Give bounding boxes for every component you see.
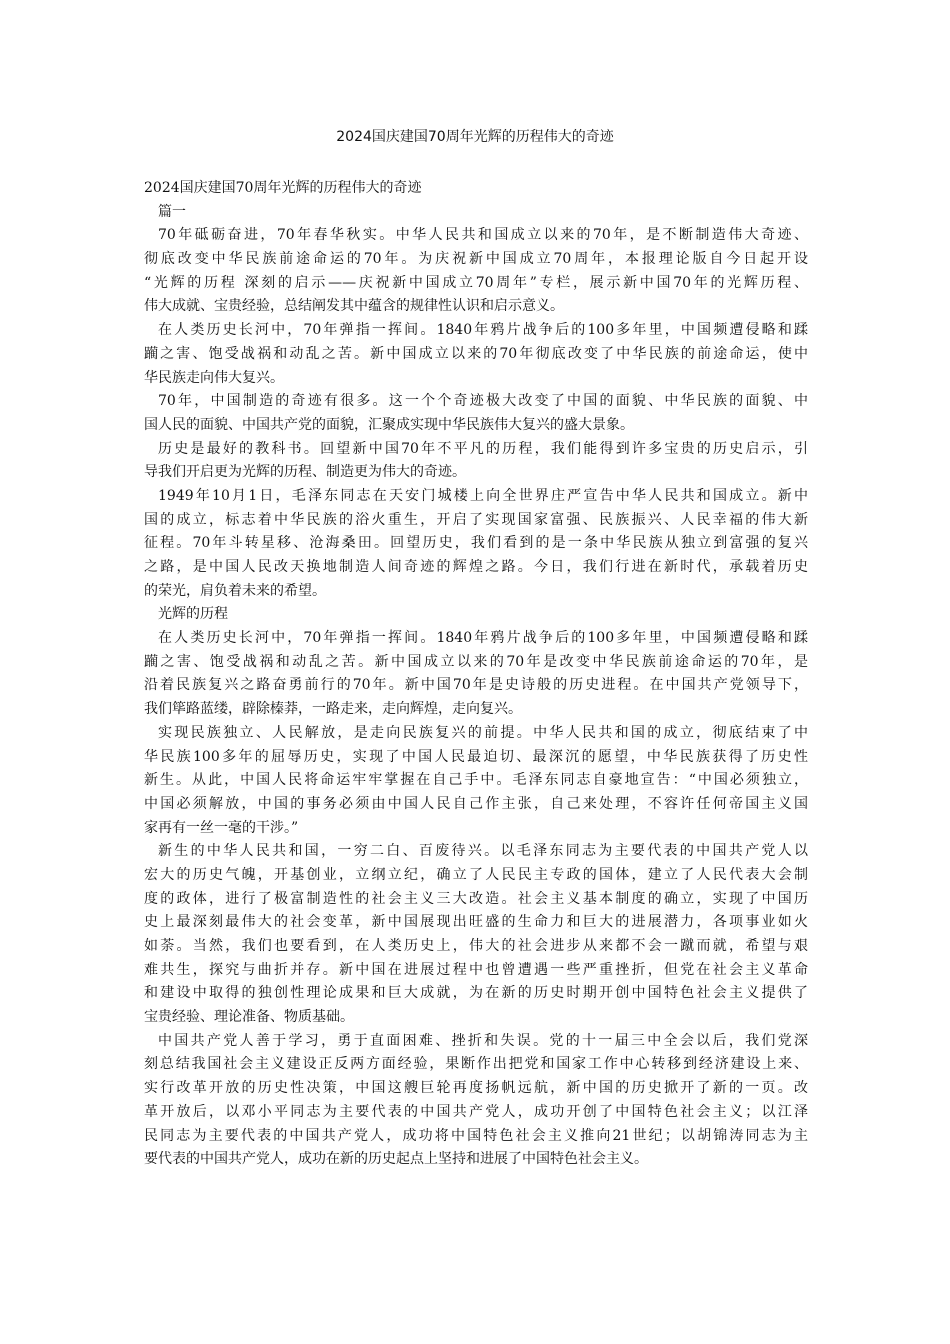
text-line: 要代表的中国共产党人，成功在新的历史起点上坚持和进展了中国特色社会主义。 bbox=[144, 1151, 648, 1168]
text-line: 革开放后，以邓小平同志为主要代表的中国共产党人，成功开创了中国特色社会主义；以江泽 bbox=[144, 1103, 808, 1120]
text-line: 在人类历史长河中，70年弹指一挥间。1840年鸦片战争后的100多年里，中国频遭侵略和蹂 bbox=[158, 630, 808, 647]
text-line: 躏之害、饱受战祸和动乱之苦。新中国成立以来的70年是改变中华民族前途命运的70年，是 bbox=[144, 653, 808, 670]
text-line: 中国共产党人善于学习，勇于直面困难、挫折和失误。党的十一届三中全会以后，我们党深 bbox=[158, 1032, 808, 1049]
text-line: 刻总结我国社会主义建设正反两方面经验，果断作出把党和国家工作中心转移到经济建设上来、 bbox=[144, 1056, 808, 1073]
text-line: 2024国庆建国70周年光辉的历程伟大的奇迹 bbox=[144, 180, 422, 196]
text-line: 华民族100多年的屈辱历史，实现了中国人民最迫切、最深沉的愿望，中华民族获得了历史性 bbox=[144, 748, 808, 765]
text-line: 史上最深刻最伟大的社会变革，新中国展现出旺盛的生命力和巨大的进展潜力，各项事业如火 bbox=[144, 914, 808, 931]
text-line: 新生的中华人民共和国，一穷二白、百废待兴。以毛泽东同志为主要代表的中国共产党人以 bbox=[158, 843, 808, 860]
text-line: 我们筚路蓝缕，辟除榛莽，一路走来，走向辉煌，走向复兴。 bbox=[144, 701, 522, 718]
text-line: “光辉的历程 深刻的启示——庆祝新中国成立70周年”专栏，展示新中国70年的光辉历程、 bbox=[144, 274, 808, 291]
text-line: 民同志为主要代表的中国共产党人，成功将中国特色社会主义推向21世纪；以胡锦涛同志为主 bbox=[144, 1127, 808, 1144]
text-line: 度的政体，进行了极富制造性的社会主义三大改造。社会主义基本制度的确立，实现了中国历 bbox=[144, 890, 808, 907]
text-line: 华民族走向伟大复兴。 bbox=[144, 369, 284, 386]
text-line: 实行改革开放的历史性决策，中国这艘巨轮再度扬帆远航，新中国的历史掀开了新的一页。改 bbox=[144, 1080, 808, 1097]
text-line: 1949年10月1日，毛泽东同志在天安门城楼上向全世界庄严宣告中华人民共和国成立。新中 bbox=[158, 487, 808, 504]
text-line: 国的成立，标志着中华民族的浴火重生，开启了实现国家富强、民族振兴、人民幸福的伟大新 bbox=[144, 511, 808, 528]
text-line: 伟大成就、宝贵经验，总结阐发其中蕴含的规律性认识和启示意义。 bbox=[144, 298, 564, 315]
text-line: 历史是最好的教科书。回望新中国70年不平凡的历程，我们能得到许多宝贵的历史启示，引 bbox=[158, 440, 808, 457]
text-line: 光辉的历程 bbox=[158, 606, 228, 623]
text-line: 宏大的历史气魄，开基创业，立纲立纪，确立了人民民主专政的国体，建立了人民代表大会制 bbox=[144, 866, 808, 883]
document-title: 2024国庆建国70周年光辉的历程伟大的奇迹 bbox=[336, 129, 614, 145]
text-line: 导我们开启更为光辉的历程、制造更为伟大的奇迹。 bbox=[144, 464, 466, 481]
text-line: 之路，是中国人民改天换地制造人间奇迹的辉煌之路。今日，我们行进在新时代，承载着历史 bbox=[144, 559, 808, 575]
text-line: 家再有一丝一毫的干涉。” bbox=[144, 819, 299, 836]
text-line: 沿着民族复兴之路奋勇前行的70年。新中国70年是史诗般的历史进程。在中国共产党领导下， bbox=[144, 677, 808, 694]
text-line: 实现民族独立、人民解放，是走向民族复兴的前提。中华人民共和国的成立，彻底结束了中 bbox=[158, 724, 808, 741]
document-body bbox=[144, 177, 808, 1172]
text-line: 在人类历史长河中，70年弹指一挥间。1840年鸦片战争后的100多年里，中国频遭侵略和蹂 bbox=[158, 322, 808, 339]
text-line: 征程。70年斗转星移、沧海桑田。回望历史，我们看到的是一条中华民族从独立到富强的复兴 bbox=[144, 535, 808, 552]
text-line: 彻底改变中华民族前途命运的70年。为庆祝新中国成立70周年，本报理论版自今日起开设 bbox=[144, 251, 808, 268]
text-line: 70年，中国制造的奇迹有很多。这一个个奇迹极大改变了中国的面貌、中华民族的面貌、中 bbox=[158, 393, 808, 410]
text-line: 和建设中取得的独创性理论成果和巨大成就，为在新的历史时期开创中国特色社会主义提供了 bbox=[144, 985, 808, 1002]
text-line: 难共生，探究与曲折并存。新中国在进展过程中也曾遭遇一些严重挫折，但党在社会主义革命 bbox=[144, 961, 808, 978]
text-line: 70年砥砺奋进，70年春华秋实。中华人民共和国成立以来的70年，是不断制造伟大奇迹、 bbox=[158, 227, 808, 244]
text-line: 的荣光，肩负着未来的希望。 bbox=[144, 582, 326, 599]
text-line: 新生。从此，中国人民将命运牢牢掌握在自己手中。毛泽东同志自豪地宣告：“中国必须独立， bbox=[144, 772, 808, 789]
text-line: 躏之害、饱受战祸和动乱之苦。新中国成立以来的70年彻底改变了中华民族的前途命运，使中 bbox=[144, 345, 808, 362]
text-line: 篇一 bbox=[158, 203, 186, 220]
text-line: 中国必须解放，中国的事务必须由中国人民自己作主张，自己来处理，不容许任何帝国主义国 bbox=[144, 795, 808, 812]
text-line: 如荼。当然，我们也要看到，在人类历史上，伟大的社会进步从来都不会一蹴而就，希望与艰 bbox=[144, 938, 808, 954]
text-line: 宝贵经验、理论准备、物质基础。 bbox=[144, 1009, 354, 1026]
text-line: 国人民的面貌、中国共产党的面貌，汇聚成实现中华民族伟大复兴的盛大景象。 bbox=[144, 416, 634, 433]
